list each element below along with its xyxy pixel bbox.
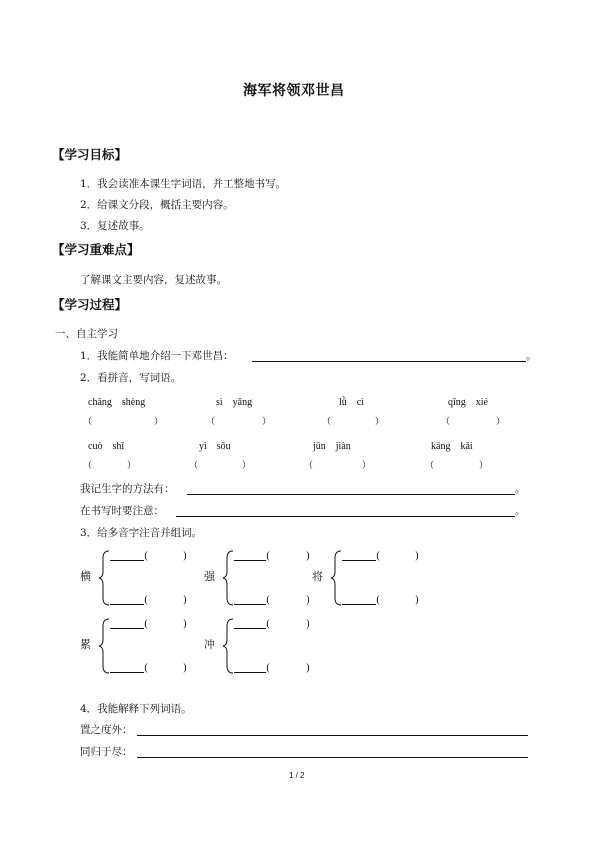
poly-answer-blank[interactable]: ( ) [234, 593, 314, 605]
q4-label: 4．我能解释下列词语。 [80, 703, 192, 715]
pinyin-3: lǜ cì [339, 397, 364, 408]
poly-char-chong: 冲 [204, 638, 215, 651]
poly-char-qiang: 强 [204, 570, 215, 583]
pinyin-5: cuò shī [88, 441, 125, 452]
answer-paren-open: （ [189, 461, 199, 471]
method-label: 我记生字的方法有： [80, 483, 175, 495]
attention-answer-line[interactable] [176, 516, 515, 517]
term-2-answer-line[interactable] [137, 757, 528, 758]
goal-item-2: 2．给课文分段，概括主要内容。 [80, 199, 234, 211]
brace-icon [222, 618, 234, 674]
poly-answer-blank[interactable]: ( ) [234, 549, 314, 561]
brace-icon [222, 550, 234, 606]
term-1-answer-line[interactable] [137, 735, 528, 736]
q1-end: 。 [526, 350, 537, 362]
answer-paren-close: ） [127, 461, 137, 471]
term-1-label: 置之度外： [80, 724, 133, 736]
page-number: 1 / 2 [289, 771, 305, 780]
answer-paren-open: （ [83, 461, 93, 471]
answer-paren-open: （ [206, 417, 216, 427]
q1-label: 1．我能简单地介绍一下邓世昌： [80, 350, 234, 362]
pinyin-6: yì sōu [199, 441, 231, 452]
brace-icon [330, 550, 342, 606]
pinyin-8: kāng kǎi [431, 441, 473, 452]
poly-answer-blank[interactable]: ( ) [110, 617, 190, 629]
q3-label: 3．给多音字注音并组词。 [80, 527, 203, 539]
pinyin-1: chāng shèng [88, 397, 146, 408]
pinyin-2: sì yǎng [216, 397, 253, 408]
method-answer-line[interactable] [187, 494, 515, 495]
poly-answer-blank[interactable]: ( ) [110, 549, 190, 561]
section-heading-goals: 【学习目标】 [52, 147, 128, 162]
q1-answer-line[interactable] [252, 361, 526, 362]
answer-paren-open: （ [441, 417, 451, 427]
attention-end: 。 [515, 505, 526, 517]
answer-paren-close: ） [262, 417, 272, 427]
poly-answer-blank[interactable]: ( ) [342, 593, 422, 605]
section-heading-key: 【学习重难点】 [52, 242, 140, 257]
poly-char-lei: 累 [80, 638, 91, 651]
q2-label: 2．看拼音，写词语。 [80, 372, 182, 384]
method-end: 。 [515, 483, 526, 495]
goal-item-1: 1．我会读准本课生字词语，并工整地书写。 [80, 178, 287, 190]
term-2-label: 同归于尽： [80, 746, 133, 758]
part1-heading: 一、自主学习 [55, 328, 118, 340]
poly-answer-blank[interactable]: ( ) [234, 661, 314, 673]
brace-icon [98, 550, 110, 606]
poly-char-jiang: 将 [312, 570, 323, 583]
pinyin-4: qīng xié [448, 397, 488, 408]
poly-answer-blank[interactable]: ( ) [342, 549, 422, 561]
answer-paren-close: ） [479, 461, 489, 471]
goal-item-3: 3．复述故事。 [80, 220, 150, 232]
answer-paren-close: ） [375, 417, 385, 427]
attention-label: 在书写时要注意： [80, 505, 164, 517]
key-text: 了解课文主要内容，复述故事。 [80, 274, 227, 286]
pinyin-7: jūn jiàn [313, 441, 351, 452]
answer-paren-close: ） [154, 417, 164, 427]
poly-answer-blank[interactable]: ( ) [110, 661, 190, 673]
answer-paren-open: （ [425, 461, 435, 471]
poly-answer-blank[interactable]: ( ) [110, 593, 190, 605]
brace-icon [98, 618, 110, 674]
poly-char-heng: 横 [80, 570, 91, 583]
answer-paren-open: （ [83, 417, 93, 427]
page-title: 海军将领邓世昌 [243, 83, 345, 99]
poly-answer-blank[interactable]: ( ) [234, 617, 314, 629]
answer-paren-close: ） [496, 417, 506, 427]
answer-paren-open: （ [304, 461, 314, 471]
answer-paren-close: ） [242, 461, 252, 471]
answer-paren-open: （ [322, 417, 332, 427]
section-heading-process: 【学习过程】 [52, 297, 128, 312]
answer-paren-close: ） [362, 461, 372, 471]
